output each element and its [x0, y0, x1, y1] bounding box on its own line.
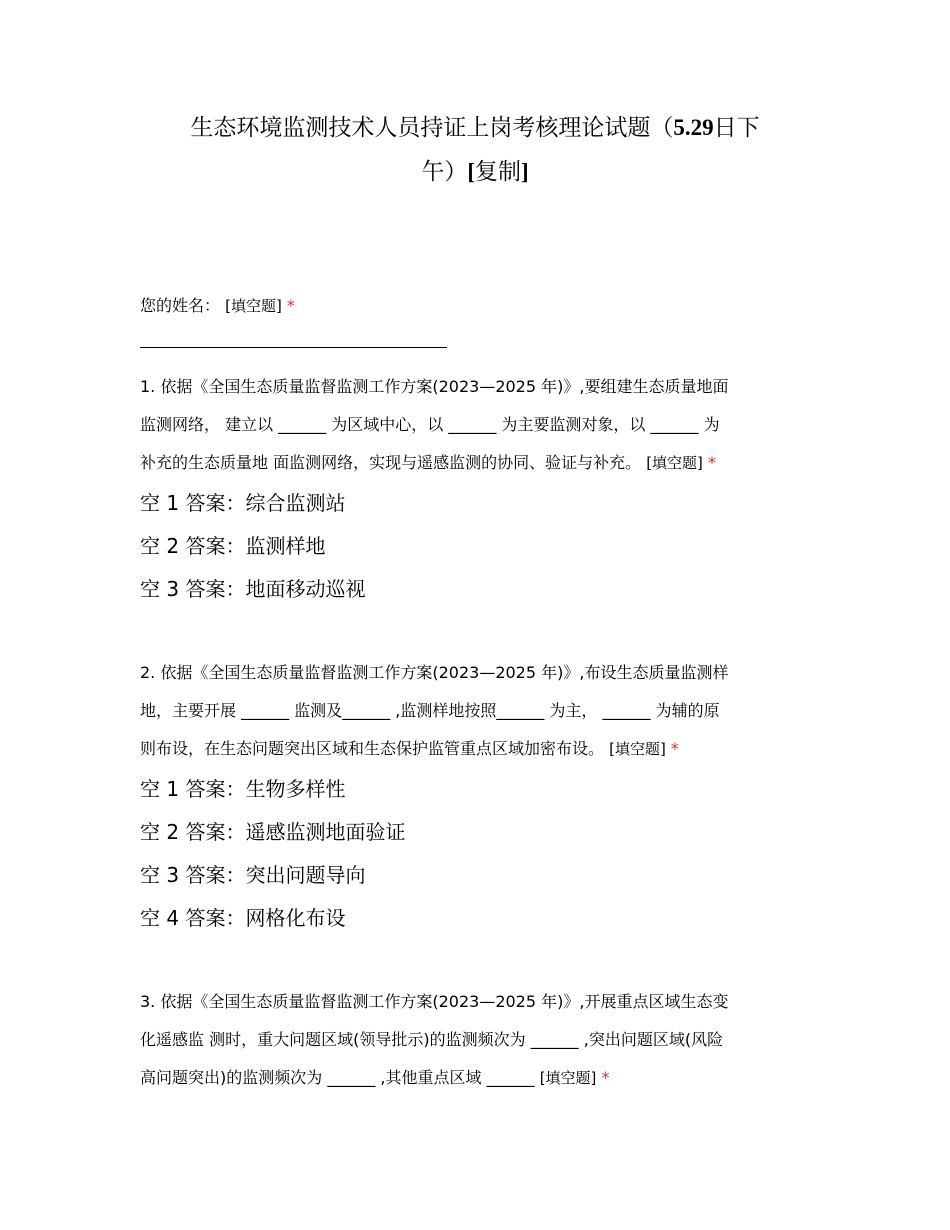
question-type-tag: [填空题]	[225, 297, 282, 315]
title-line-2: 午）[复制]	[421, 159, 529, 185]
question-2-line-1: 2. 依据《全国生态质量监督监测工作方案(2023—2025 年)》,布设生态质量监测样	[140, 663, 729, 682]
required-marker: *	[708, 453, 716, 472]
answer-2-3: 空 3 答案：突出问题导向	[140, 863, 366, 887]
question-3-line-2: 化遥感监 测时，重大问题区域(领导批示)的监测频次为 ______ ,突出问题区域(风险	[140, 1030, 724, 1049]
answer-2-2: 空 2 答案：遥感监测地面验证	[140, 820, 406, 844]
question-2-line-2: 地，主要开展 ______ 监测及______ ,监测样地按照______ 为主， ______ 为辅的原	[140, 701, 720, 720]
name-label: 您的姓名：	[140, 296, 221, 315]
name-question	[140, 294, 295, 318]
required-marker: *	[670, 739, 679, 758]
answer-1-2: 空 2 答案：监测样地	[140, 534, 326, 558]
question-1-line-1: 1. 依据《全国生态质量监督监测工作方案(2023—2025 年)》,要组建生态质量地面	[140, 377, 729, 396]
question-3-line-1: 3. 依据《全国生态质量监督监测工作方案(2023—2025 年)》,开展重点区域生态变	[140, 992, 729, 1011]
question-1-line-2: 监测网络， 建立以 ______ 为区域中心，以 ______ 为主要监测对象，以 ______ 为	[140, 415, 720, 434]
title-line-1: 生态环境监测技术人员持证上岗考核理论试题（5.29日下	[190, 115, 760, 141]
page-title	[140, 106, 810, 194]
answer-2-1: 空 1 答案：生物多样性	[140, 777, 346, 801]
question-type-tag: [填空题]	[646, 454, 703, 472]
answer-1-1: 空 1 答案：综合监测站	[140, 491, 346, 515]
question-type-tag: [填空题]	[539, 1069, 597, 1087]
question-3	[140, 983, 815, 1097]
question-type-tag: [填空题]	[609, 740, 666, 758]
answer-1-3: 空 3 答案：地面移动巡视	[140, 577, 366, 601]
name-answer-line[interactable]	[140, 347, 447, 348]
question-2-line-3: 则布设，在生态问题突出区域和生态保护监管重点区域加密布设。 [填空题] *	[140, 739, 679, 758]
answer-2-4: 空 4 答案：网格化布设	[140, 906, 346, 930]
question-2	[140, 654, 815, 768]
question-3-line-3: 高问题突出)的监测频次为 ______ ,其他重点区域 ______ [填空题] *	[140, 1068, 610, 1087]
question-1-line-3: 补充的生态质量地 面监测网络，实现与遥感监测的协同、验证与补充。 [填空题] *	[140, 453, 716, 472]
required-marker: *	[286, 296, 295, 315]
required-marker: *	[601, 1068, 610, 1087]
question-1	[140, 368, 815, 482]
